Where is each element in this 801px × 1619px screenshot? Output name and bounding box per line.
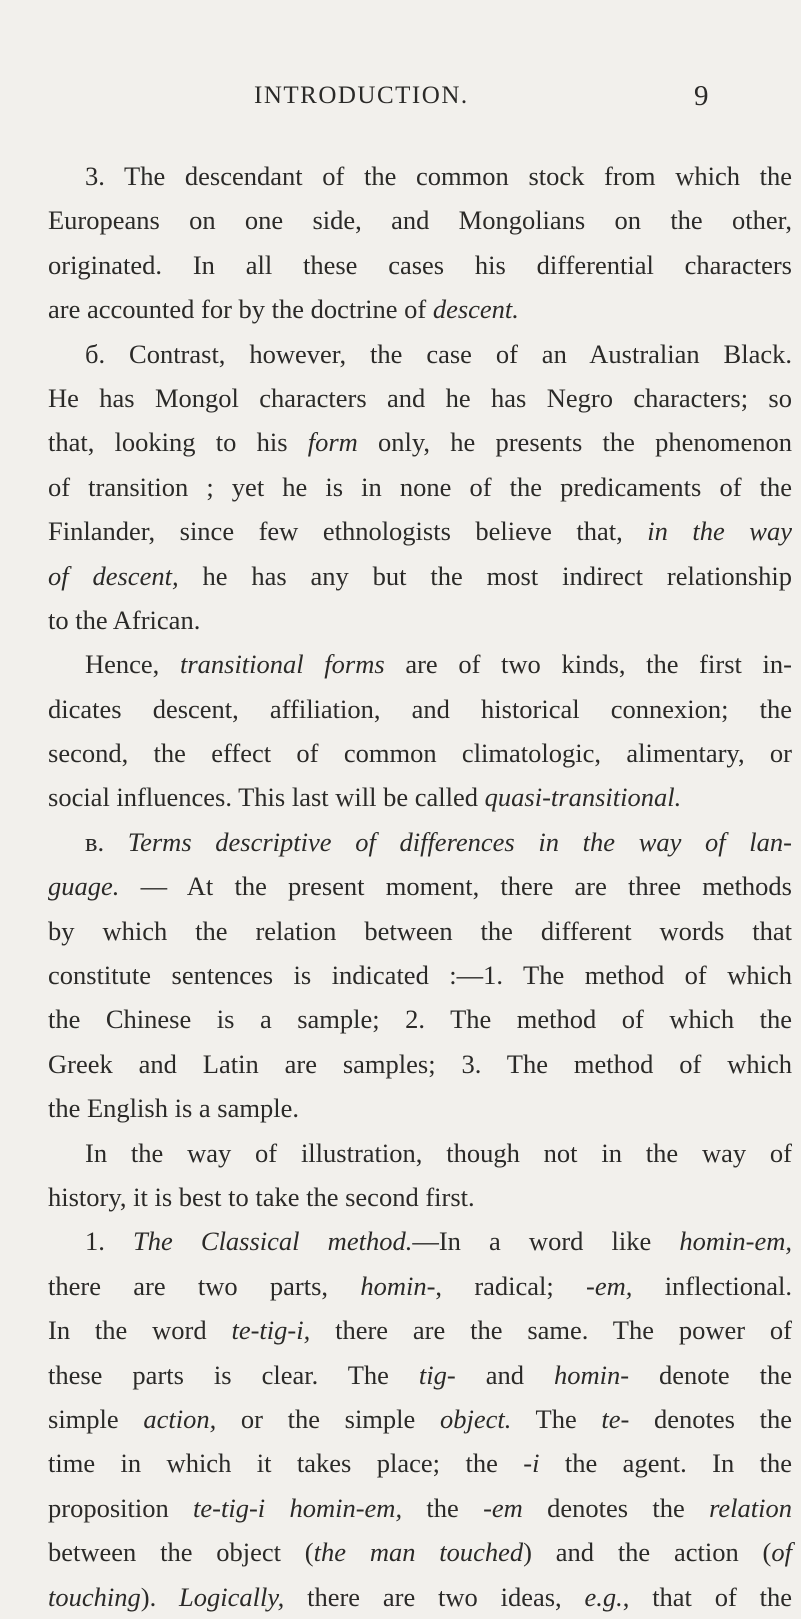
text-line	[48, 332, 792, 376]
text-segment: dicates descent, affiliation, and historical connexion; the	[48, 693, 792, 724]
text-line	[48, 598, 792, 642]
text-segment: are of two kinds, the first in-	[384, 649, 792, 680]
text-segment: proposition	[48, 1492, 194, 1523]
text-segment: Hence,	[85, 649, 180, 680]
text-segment: the agent. In the	[539, 1448, 792, 1479]
text-line	[48, 1441, 792, 1485]
text-line	[48, 775, 792, 819]
text-segment: to the African.	[48, 604, 201, 635]
text-segment: denotes the	[522, 1492, 710, 1523]
text-line	[48, 243, 792, 287]
text-segment: —In a word like	[412, 1226, 680, 1257]
italic-text-segment: te-tig-i,	[231, 1315, 311, 1346]
text-segment: or the simple	[216, 1403, 440, 1434]
italic-text-segment: -em	[483, 1492, 523, 1523]
text-line	[48, 1486, 792, 1530]
text-segment: of transition ; yet he is in none of the predicaments of the	[48, 471, 792, 502]
italic-text-segment: te-tig-i homin-em,	[193, 1492, 403, 1523]
text-segment: в.	[85, 826, 128, 857]
text-line	[48, 1131, 792, 1175]
italic-text-segment: The Classical method.	[133, 1226, 413, 1257]
text-segment: denote the	[629, 1359, 793, 1390]
text-segment: he has any but the most indirect relationship	[178, 560, 792, 591]
text-segment: social influences. This last will be called	[48, 782, 485, 813]
text-line	[48, 1175, 792, 1219]
text-segment: there are two parts,	[48, 1270, 361, 1301]
text-line	[48, 509, 792, 553]
italic-text-segment: Terms descriptive of differences in the way of lan-	[127, 826, 792, 857]
text-segment: Greek and Latin are samples; 3. The method of which	[48, 1048, 792, 1079]
text-line	[48, 1530, 792, 1574]
text-segment: ).	[140, 1581, 180, 1612]
text-line	[48, 1219, 792, 1263]
text-segment: the English is a sample.	[48, 1093, 299, 1124]
text-segment: time in which it takes place; the	[48, 1448, 524, 1479]
text-line	[48, 1397, 792, 1441]
italic-text-segment: of	[771, 1537, 792, 1568]
text-line	[48, 198, 792, 242]
text-segment: 3. The descendant of the common stock from which the	[85, 161, 792, 191]
text-line	[48, 1353, 792, 1397]
italic-text-segment: transitional forms	[179, 649, 385, 680]
text-segment: there are two ideas,	[284, 1581, 585, 1612]
text-segment: only, he presents the phenomenon	[357, 427, 792, 458]
text-segment: — At the present moment, there are three methods	[119, 871, 792, 902]
text-line	[48, 1308, 792, 1352]
body-text	[48, 154, 792, 1619]
text-segment: the	[402, 1492, 484, 1523]
text-line	[48, 1086, 792, 1130]
page-header	[0, 82, 801, 122]
text-line	[48, 554, 792, 598]
text-segment: Europeans on one side, and Mongolians on the other,	[48, 205, 792, 236]
text-segment: In the way of illustration, though not in the way of	[85, 1137, 792, 1168]
text-segment: In the word	[48, 1315, 232, 1346]
italic-text-segment: quasi-transitional.	[484, 782, 682, 813]
italic-text-segment: homin-	[360, 1270, 436, 1301]
page-number: 9	[694, 80, 709, 112]
running-title: INTRODUCTION.	[254, 82, 469, 109]
italic-text-segment: object.	[439, 1403, 512, 1434]
italic-text-segment: in the way	[647, 516, 792, 547]
text-segment: there are the same. The power of	[310, 1315, 792, 1346]
text-line	[48, 997, 792, 1041]
text-segment: are accounted for by the doctrine of	[48, 294, 433, 325]
italic-text-segment: homin-	[553, 1359, 630, 1390]
text-line	[48, 820, 792, 864]
text-line	[48, 731, 792, 775]
text-segment: б. Contrast, however, the case of an Australian Black.	[85, 338, 792, 369]
text-line	[48, 287, 792, 331]
italic-text-segment: guage.	[48, 871, 120, 902]
text-line	[48, 1042, 792, 1086]
italic-text-segment: action,	[143, 1403, 217, 1434]
text-segment: inflectional.	[632, 1270, 792, 1301]
text-line	[48, 1264, 792, 1308]
text-segment: 1.	[85, 1226, 134, 1257]
text-segment: constitute sentences is indicated :—1. The method of which	[48, 960, 792, 991]
italic-text-segment: te-	[601, 1403, 630, 1434]
italic-text-segment: descent.	[432, 294, 519, 325]
text-segment: these parts is clear. The	[48, 1359, 419, 1390]
text-segment: second, the effect of common climatologic, alimentary, or	[48, 738, 792, 769]
text-segment: between the object (	[48, 1537, 314, 1568]
italic-text-segment: touching	[48, 1581, 141, 1612]
italic-text-segment: of descent,	[48, 560, 179, 591]
italic-text-segment: -em,	[586, 1270, 633, 1301]
italic-text-segment: relation	[709, 1492, 793, 1523]
text-segment: history, it is best to take the second first.	[48, 1181, 475, 1212]
text-segment: the Chinese is a sample; 2. The method of which the	[48, 1004, 792, 1035]
text-line	[48, 465, 792, 509]
text-line	[48, 642, 792, 686]
italic-text-segment: e.g.	[584, 1581, 623, 1612]
text-line	[48, 1575, 792, 1619]
text-line	[48, 687, 792, 731]
italic-text-segment: tig-	[418, 1359, 456, 1390]
text-line	[48, 953, 792, 997]
text-segment: originated. In all these cases his differential characters	[48, 249, 792, 280]
text-segment: ) and the action (	[523, 1537, 772, 1568]
text-segment: and	[455, 1359, 554, 1390]
text-segment: Finlander, since few ethnologists believe that,	[48, 516, 648, 547]
italic-text-segment: homin-em,	[679, 1226, 793, 1257]
text-segment: denotes the	[629, 1403, 792, 1434]
text-line	[48, 154, 792, 198]
text-segment: , that of the	[622, 1581, 792, 1612]
italic-text-segment: Logically,	[179, 1581, 285, 1612]
italic-text-segment: -i	[523, 1448, 540, 1479]
text-segment: by which the relation between the different words that	[48, 915, 792, 946]
text-segment: He has Mongol characters and he has Negro characters; so	[48, 382, 792, 413]
text-line	[48, 864, 792, 908]
italic-text-segment: form	[307, 427, 358, 458]
text-line	[48, 376, 792, 420]
text-segment: that, looking to his	[48, 427, 308, 458]
text-segment: simple	[48, 1403, 144, 1434]
italic-text-segment: the man touched	[313, 1537, 524, 1568]
text-segment: , radical;	[435, 1270, 587, 1301]
text-line	[48, 420, 792, 464]
text-segment: The	[511, 1403, 602, 1434]
text-line	[48, 909, 792, 953]
